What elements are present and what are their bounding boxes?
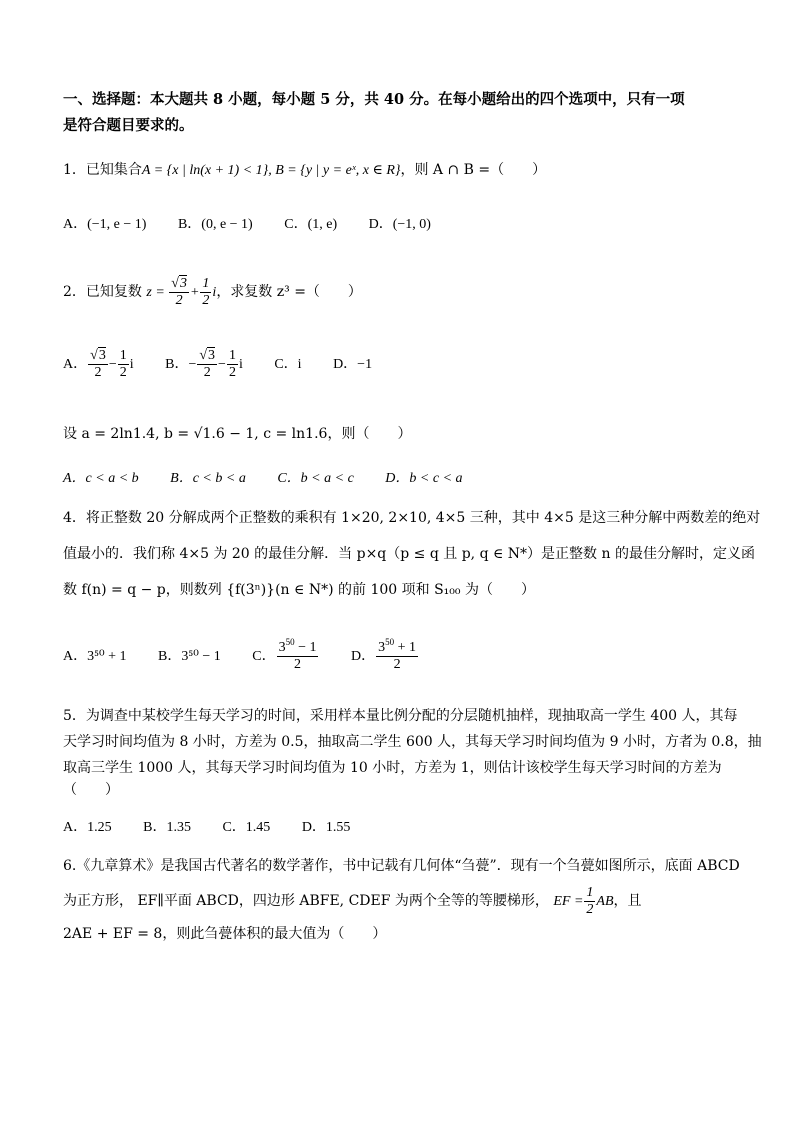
question-1-options	[63, 215, 431, 235]
question-3-option-a: A．c < a < b	[63, 471, 139, 486]
question-6-line2	[63, 884, 642, 919]
question-1-option-b: B．(0, e − 1)	[177, 217, 253, 232]
question-5-option-c: C．1.45	[222, 820, 271, 835]
question-2-post: ，求复数 z³ =（ ）	[216, 284, 362, 300]
question-3-text: 设 a = 2ln1.4, b = √1.6 − 1, c = ln1.6，则（ ）	[63, 426, 412, 442]
question-4-line1: 4．将正整数 20 分解成两个正整数的乘积有 1×20, 2×10, 4×5 三种，其中 4×5 是这三种分解中两数差的绝对	[63, 510, 761, 526]
question-5-line4: （ ）	[63, 782, 119, 798]
question-5-line3: 取高三学生 1000 人，其每天学习时间均值为 10 小时，方差为 1，则估计该校学生每天学习时间的方差为	[63, 760, 722, 776]
fraction-sqrt3-over-2: $\frac{√3}{2}$	[171, 276, 187, 309]
question-4-option-b: B．3⁵⁰ − 1	[158, 649, 221, 664]
question-1-number: 1．	[63, 162, 86, 178]
question-6-ef-formula: EF = $\frac{1}{2}$ AB	[553, 885, 614, 918]
question-3-option-d: D．b < c < a	[385, 471, 463, 486]
question-1-option-a: A．(−1, e − 1)	[63, 217, 147, 232]
question-4-option-a: A．3⁵⁰ + 1	[63, 649, 127, 664]
section-heading-line2: 是符合题目要求的。	[63, 117, 194, 134]
question-2-pre: 已知复数	[85, 284, 142, 300]
question-2-formula: z = $\frac{√3}{2}$ + $\frac{1}{2}$ i	[146, 276, 217, 309]
question-3-options	[63, 469, 463, 489]
question-6-line2-tail: ，且	[613, 893, 642, 909]
section-heading-line1: 一、选择题：本大题共 8 小题，每小题 5 分，共 40 分。在每小题给出的四个选项中，只有一项	[63, 91, 685, 108]
question-2-number: 2．	[63, 284, 86, 300]
question-2-options	[63, 348, 372, 382]
question-3-option-b: B．c < b < a	[170, 471, 246, 486]
question-3	[63, 424, 411, 444]
question-1-post: ，则 A ∩ B =（ ）	[400, 162, 547, 178]
question-4-options	[63, 637, 419, 674]
question-4-option-d: D． $\frac{3^{50} + 1}{2}$	[350, 637, 417, 673]
question-2-option-c: C．i	[274, 357, 302, 372]
question-1	[63, 160, 546, 181]
question-3-option-c: C．b < a < c	[277, 471, 354, 486]
question-1-sets: A = {x | ln(x + 1) < 1}, B = {y | y = eˣ, x ∈ R}	[141, 163, 401, 178]
fraction-1-over-2: $\frac{1}{2}$	[202, 276, 210, 309]
question-4-option-c: C． $\frac{3^{50} - 1}{2}$	[252, 637, 317, 673]
question-4-line2: 值最小的．我们称 4×5 为 20 的最佳分解．当 p×q（p ≤ q 且 p, q ∈ N*）是正整数 n 的最佳分解时，定义函	[63, 546, 755, 562]
question-2-option-d: D．−1	[333, 357, 373, 372]
question-5-line2: 天学习时间均值为 8 小时，方差为 0.5，抽取高二学生 600 人，其每天学习时间均值为 9 小时，方者为 0.8，抽	[63, 734, 762, 750]
question-5-option-b: B．1.35	[143, 820, 191, 835]
question-2-option-b: B．− $\frac{√3}{2}$ − $\frac{1}{2}$ i	[165, 348, 243, 381]
question-1-option-c: C．(1, e)	[284, 217, 338, 232]
question-1-option-d: D．(−1, 0)	[368, 217, 431, 232]
question-2	[63, 275, 362, 310]
question-5-option-a: A．1.25	[63, 820, 112, 835]
question-6-line3: 2AE + EF = 8，则此刍甍体积的最大值为（ ）	[63, 926, 387, 942]
question-2-option-a: A． $\frac{√3}{2}$ − $\frac{1}{2}$ i	[63, 348, 134, 381]
question-4-line3: 数 f(n) = q − p，则数列 {f(3ⁿ)}(n ∈ N*) 的前 100 项和 S₁₀₀ 为（ ）	[63, 582, 535, 598]
question-5-option-d: D．1.55	[301, 820, 351, 835]
question-1-pre: 已知集合	[85, 162, 142, 178]
question-6-line1: 6.《九章算术》是我国古代著名的数学著作，书中记载有几何体“刍甍”．现有一个刍甍如图所示，底面 ABCD	[63, 858, 740, 874]
question-5-options	[63, 818, 350, 838]
question-5-line1: 5．为调查中某校学生每天学习的时间，采用样本量比例分配的分层随机抽样，现抽取高一学生 400 人，其每	[63, 708, 738, 724]
question-6-line2-text: 为正方形， EF∥平面 ABCD，四边形 ABFE, CDEF 为两个全等的等腰梯形，	[63, 893, 549, 909]
